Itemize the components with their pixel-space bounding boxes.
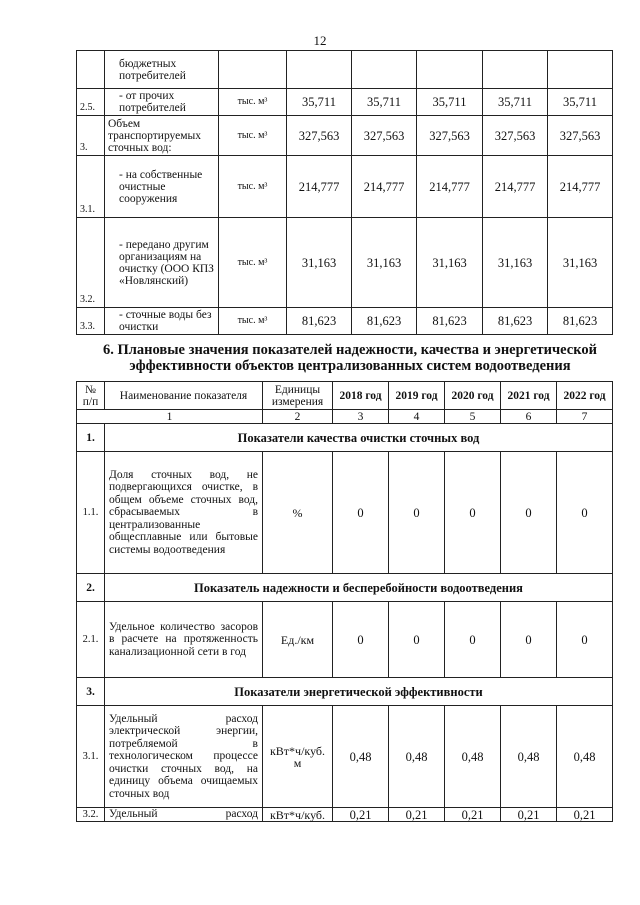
item-value: 0,21: [389, 808, 445, 822]
item-number: 3.2.: [77, 808, 105, 822]
group-number: 1.: [77, 424, 105, 452]
item-value: 0: [501, 452, 557, 574]
table-row: [77, 51, 613, 89]
row-value: 81,623: [287, 308, 352, 335]
item-value: 0,48: [557, 706, 613, 808]
row-value: 35,711: [287, 89, 352, 116]
group-number: 2.: [77, 574, 105, 602]
column-number-row: [77, 410, 613, 424]
item-value: 0: [445, 602, 501, 678]
row-number: 2.5.: [77, 89, 105, 116]
item-number: 3.1.: [77, 706, 105, 808]
group-title: Показатели качества очистки сточных вод: [105, 424, 613, 452]
row-value: 214,777: [287, 156, 352, 218]
row-unit: тыс. м³: [219, 156, 287, 218]
table-row: [77, 706, 613, 808]
row-value: 327,563: [287, 116, 352, 156]
row-value: 327,563: [417, 116, 483, 156]
row-value: 31,163: [287, 218, 352, 308]
row-unit: тыс. м³: [219, 89, 287, 116]
item-value: 0,21: [501, 808, 557, 822]
item-value: 0: [333, 452, 389, 574]
row-value: 81,623: [352, 308, 417, 335]
item-value: 0,48: [445, 706, 501, 808]
row-value: 31,163: [417, 218, 483, 308]
group-row: [77, 424, 613, 452]
row-unit: тыс. м³: [219, 308, 287, 335]
row-value: 214,777: [483, 156, 548, 218]
row-value: 35,711: [483, 89, 548, 116]
table-row: [77, 808, 613, 822]
row-value: [287, 51, 352, 89]
row-value: 327,563: [483, 116, 548, 156]
item-value: 0: [333, 602, 389, 678]
row-value: 214,777: [548, 156, 613, 218]
row-name: бюджетных потребителей: [105, 51, 219, 89]
item-unit: Ед./км: [263, 602, 333, 678]
page-number: 12: [313, 33, 327, 48]
item-value: 0: [445, 452, 501, 574]
table-row: [77, 452, 613, 574]
col-number: 6: [501, 410, 557, 424]
row-number: 3.3.: [77, 308, 105, 335]
header-year: 2021 год: [501, 382, 557, 410]
table-row: [77, 116, 613, 156]
item-name: Удельный расход: [105, 808, 263, 822]
group-row: [77, 574, 613, 602]
row-value: 35,711: [352, 89, 417, 116]
item-value: 0: [389, 602, 445, 678]
row-value: 327,563: [548, 116, 613, 156]
header-unit: Единицы измерения: [263, 382, 333, 410]
row-value: 35,711: [548, 89, 613, 116]
row-unit: тыс. м³: [219, 116, 287, 156]
group-title: Показатель надежности и бесперебойности водоотведения: [105, 574, 613, 602]
row-value: [483, 51, 548, 89]
row-name: - сточные воды без очистки: [105, 308, 219, 335]
header-year: 2022 год: [557, 382, 613, 410]
header-year: 2020 год: [445, 382, 501, 410]
row-name: - передано другим организациям на очистку (ООО КПЗ «Новлянский): [105, 218, 219, 308]
row-value: 327,563: [352, 116, 417, 156]
row-unit: [219, 51, 287, 89]
col-number: 1: [77, 410, 263, 424]
table-header-row: [77, 382, 613, 410]
header-name: Наименование показателя: [105, 382, 263, 410]
item-unit: %: [263, 452, 333, 574]
row-value: [352, 51, 417, 89]
row-value: 31,163: [548, 218, 613, 308]
row-value: 31,163: [352, 218, 417, 308]
row-number: 3.2.: [77, 218, 105, 308]
col-number: 2: [263, 410, 333, 424]
row-value: [548, 51, 613, 89]
col-number: 7: [557, 410, 613, 424]
row-value: 35,711: [417, 89, 483, 116]
table-row: [77, 218, 613, 308]
header-year: 2018 год: [333, 382, 389, 410]
indicators-table: [76, 381, 613, 822]
row-value: [417, 51, 483, 89]
item-name: Доля сточных вод, не подвергающихся очистке, в общем объеме сточных вод, сбрасываемых в централизованные общесплавные или бытовые системы водоотведения: [105, 452, 263, 574]
item-unit: кВт*ч/куб. м: [263, 706, 333, 808]
row-name: - от прочих потребителей: [105, 89, 219, 116]
header-year: 2019 год: [389, 382, 445, 410]
row-name: Объем транспортируемых сточных вод:: [105, 116, 219, 156]
item-value: 0: [389, 452, 445, 574]
row-number: [77, 51, 105, 89]
section-title: 6. Плановые значения показателей надежности, качества и энергетической эффективности объектов централизованных систем водоотведения: [103, 342, 597, 374]
row-value: 214,777: [352, 156, 417, 218]
row-value: 81,623: [548, 308, 613, 335]
header-num: № п/п: [77, 382, 105, 410]
row-number: 3.1.: [77, 156, 105, 218]
item-value: 0: [557, 602, 613, 678]
continuation-table: [76, 50, 613, 335]
table-row: [77, 602, 613, 678]
item-value: 0,48: [333, 706, 389, 808]
row-value: 31,163: [483, 218, 548, 308]
item-value: 0,21: [445, 808, 501, 822]
col-number: 3: [333, 410, 389, 424]
item-number: 2.1.: [77, 602, 105, 678]
table-row: [77, 89, 613, 116]
row-unit: тыс. м³: [219, 218, 287, 308]
col-number: 4: [389, 410, 445, 424]
item-value: 0: [501, 602, 557, 678]
row-name: - на собственные очистные сооружения: [105, 156, 219, 218]
item-value: 0,48: [501, 706, 557, 808]
row-value: 81,623: [483, 308, 548, 335]
row-value: 81,623: [417, 308, 483, 335]
group-row: [77, 678, 613, 706]
item-number: 1.1.: [77, 452, 105, 574]
row-value: 214,777: [417, 156, 483, 218]
item-name: Удельное количество засоров в расчете на протяженность канализационной сети в год: [105, 602, 263, 678]
group-number: 3.: [77, 678, 105, 706]
item-name: Удельный расход электрической энергии, потребляемой в технологическом процессе очистки сточных вод, на единицу объема очищаемых сточных вод: [105, 706, 263, 808]
table-row: [77, 308, 613, 335]
item-unit: кВт*ч/куб.: [263, 808, 333, 822]
col-number: 5: [445, 410, 501, 424]
table-row: [77, 156, 613, 218]
item-value: 0,48: [389, 706, 445, 808]
group-title: Показатели энергетической эффективности: [105, 678, 613, 706]
item-value: 0: [557, 452, 613, 574]
item-value: 0,21: [333, 808, 389, 822]
row-number: 3.: [77, 116, 105, 156]
item-value: 0,21: [557, 808, 613, 822]
